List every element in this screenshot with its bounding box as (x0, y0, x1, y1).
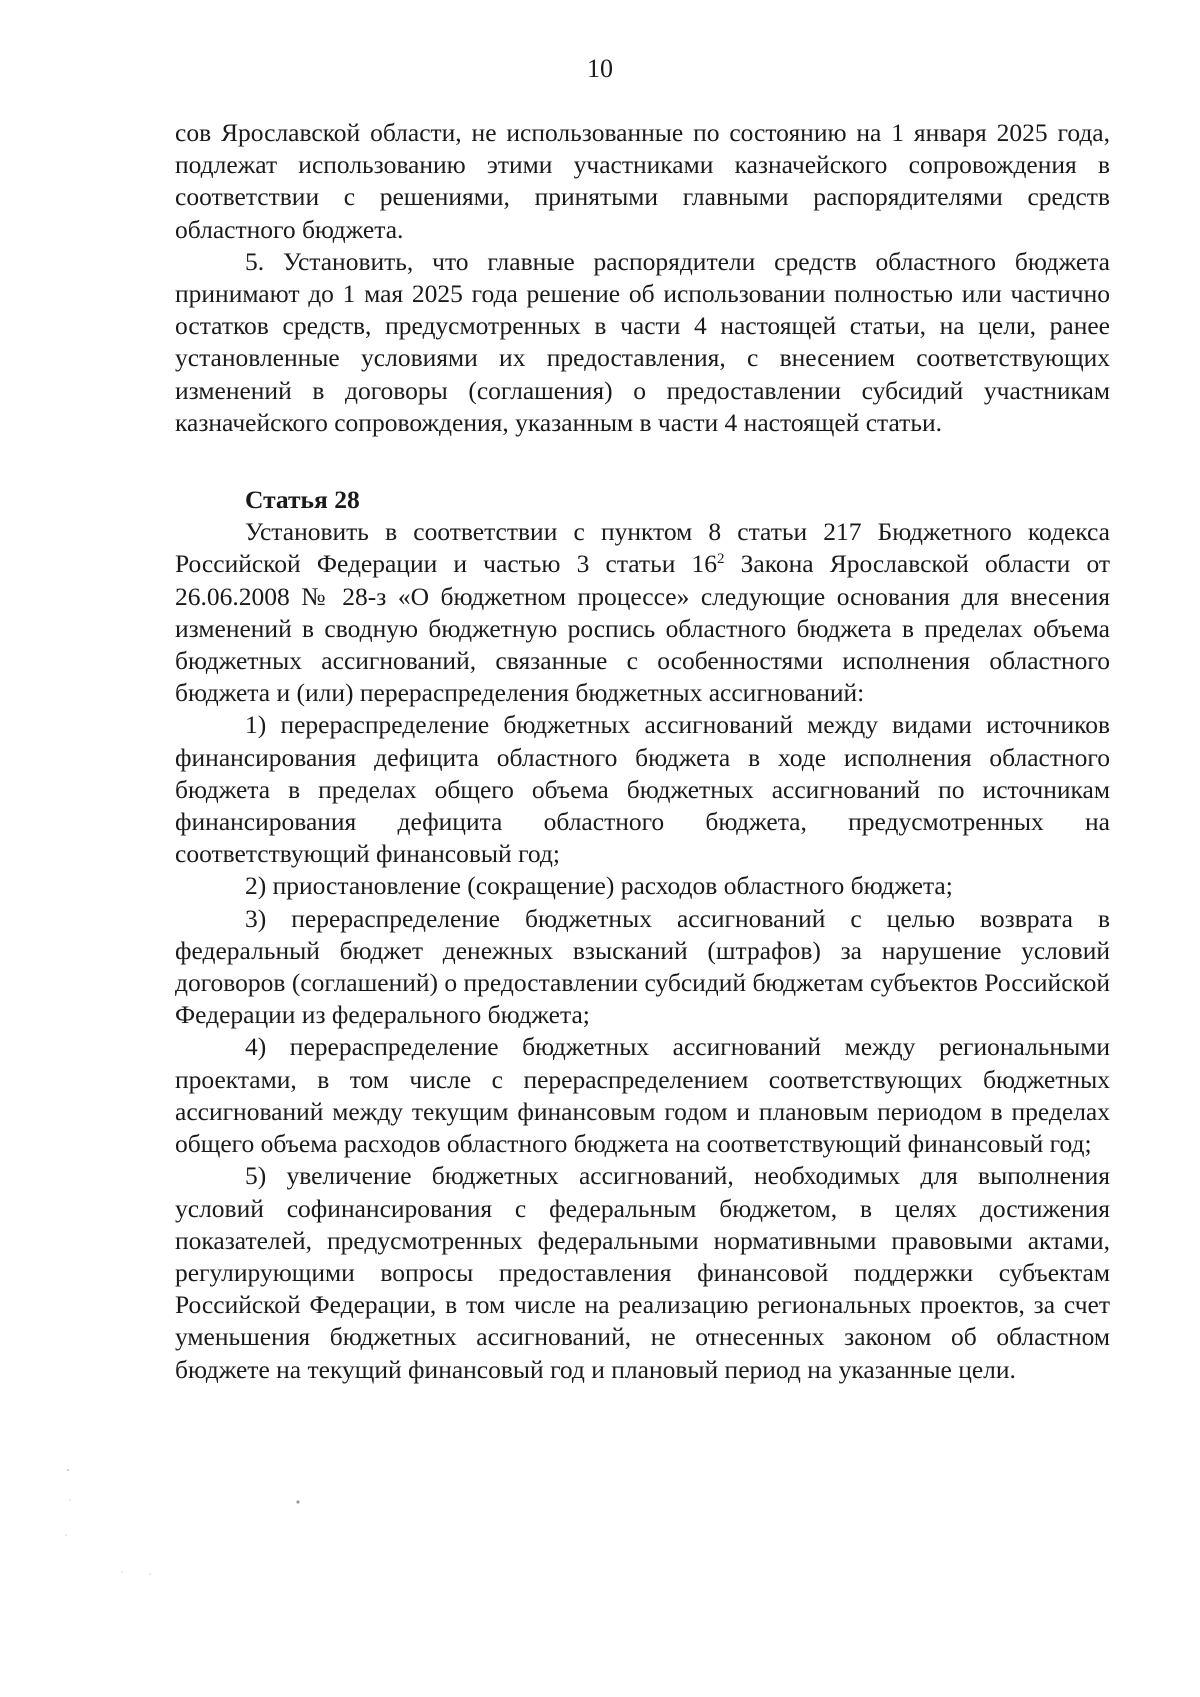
list-item: 2) приостановление (сокращение) расходов областного бюджета; (245, 871, 953, 901)
list-item: 4) перераспределение бюджетных ассигнований между региональными проектами, в том числе с перераспределением соответствующих бюджетных ассигнований между текущим финансовым годом и плановым периодом в пределах общего объема расходов областного бюджета на соответствующий финансовый год; (175, 1032, 1110, 1159)
article-intro-text: Установить в соответствии с пунктом 8 статьи 217 Бюджетного кодекса Российской Федерации и частью 3 статьи 16 (175, 517, 1110, 579)
page-number: 10 (587, 54, 613, 83)
scan-specks (60, 1460, 360, 1610)
superscript: 2 (717, 551, 725, 568)
paragraph-continuation: сов Ярославской области, не использованные по состоянию на 1 января 2025 года, подлежат использованию этими участниками казначейского сопровождения в соответствии с решениями, принятыми главными распорядителями средств областного бюджета. (175, 118, 1110, 244)
article-intro-paragraph (175, 516, 1110, 709)
article-intro-text-continued: Закона Ярославской области от 26.06.2008 № 28-з «О бюджетном процессе» следующие основания для внесения изменений в сводную бюджетную роспись областного бюджета в пределах объема бюджетных ассигнований, связанные с особенностями исполнения областного бюджета и (или) перераспределения бюджетных ассигнований: (175, 549, 1111, 708)
document-body (175, 117, 1110, 1386)
paragraph-item-5: 5. Установить, что главные распорядители средств областного бюджета принимают до 1 мая 2025 года решение об использовании полностью или частично остатков средств, предусмотренных в части 4 настоящей статьи, на цели, ранее установленные условиями их предоставления, с внесением соответствующих изменений в договоры (соглашения) о предоставлении субсидий участникам казначейского сопровождения, указанным в части 4 настоящей статьи. (175, 246, 1110, 437)
list-item: 1) перераспределение бюджетных ассигнований между видами источников финансирования дефицита областного бюджета в ходе исполнения областного бюджета в пределах общего объема бюджетных ассигнований по источникам финансирования дефицита областного бюджета, предусмотренных на соответствующий финансовый год; (175, 710, 1110, 869)
article-heading: Статья 28 (245, 485, 360, 515)
list-item: 3) перераспределение бюджетных ассигнований с целью возврата в федеральный бюджет денежных взысканий (штрафов) за нарушение условий договоров (соглашений) о предоставлении субсидий бюджетам субъектов Российской Федерации из федерального бюджета; (175, 903, 1110, 1030)
list-item: 5) увеличение бюджетных ассигнований, необходимых для выполнения условий софинансирования с федеральным бюджетом, в целях достижения показателей, предусмотренных федеральными нормативными правовыми актами, регулирующими вопросы предоставления финансовой поддержки субъектам Российской Федерации, в том числе на реализацию региональных проектов, за счет уменьшения бюджетных ассигнований, не отнесенных законом об областном бюджете на текущий финансовый год и плановый период на указанные цели. (175, 1161, 1110, 1384)
